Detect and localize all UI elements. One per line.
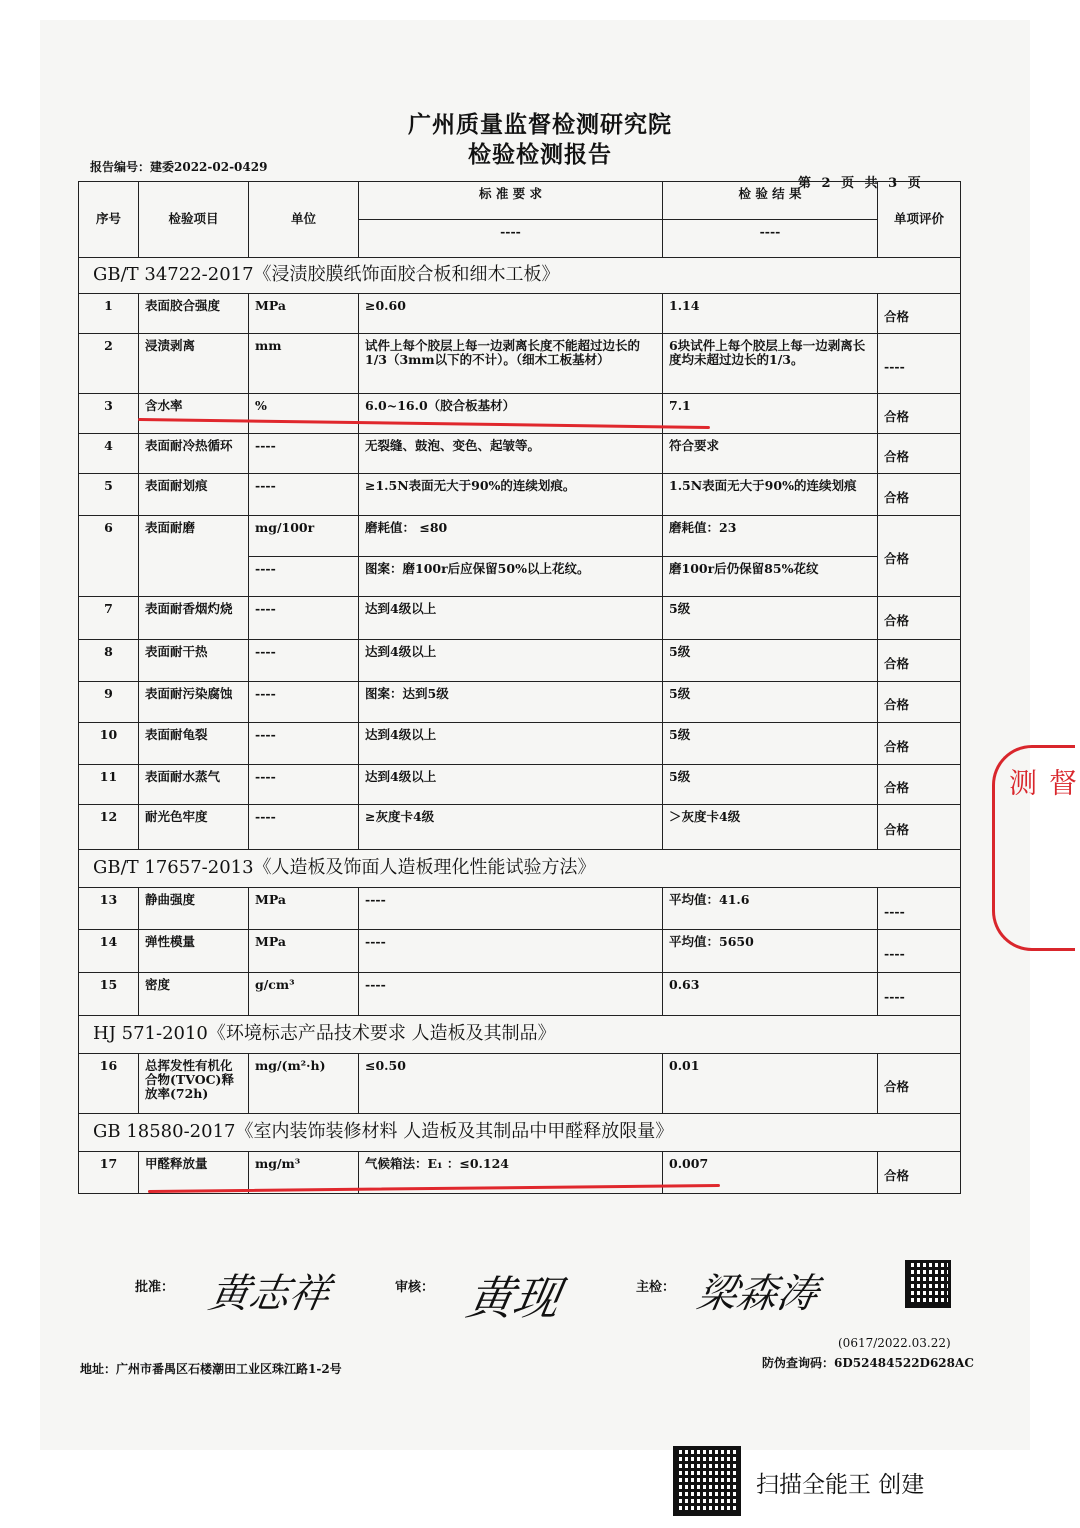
result: ＞灰度卡4级 xyxy=(663,804,878,849)
table-row xyxy=(79,722,961,764)
unit: MPa xyxy=(249,929,359,972)
requirement: 试件上每个胶层上每一边剥离长度不能超过边长的1/3（3mm以下的不计）。（细木工板基材） xyxy=(359,333,663,393)
test-item: 表面耐污染腐蚀 xyxy=(139,681,249,722)
test-item: 浸渍剥离 xyxy=(139,333,249,393)
test-item: 甲醛释放量 xyxy=(139,1151,249,1193)
scanner-qr-icon xyxy=(673,1446,741,1516)
anti-fake-code: 防伪查询码：6D52484522D628AC xyxy=(762,1356,974,1370)
result: 7.1 xyxy=(663,393,878,433)
col-eval: 单项评价 xyxy=(878,182,961,258)
row-number: 15 xyxy=(79,972,139,1015)
unit: ---- xyxy=(249,681,359,722)
col-req-sub: ---- xyxy=(359,220,663,258)
row-number: 10 xyxy=(79,722,139,764)
unit: ---- xyxy=(249,722,359,764)
table-row xyxy=(79,929,961,972)
test-item: 总挥发性有机化合物(TVOC)释放率(72h) xyxy=(139,1053,249,1113)
table-row xyxy=(79,764,961,804)
main-inspector-label: 主检： xyxy=(636,1280,676,1295)
evaluation: 合格 xyxy=(878,515,961,596)
result: 1.14 xyxy=(663,293,878,333)
requirement: 图案：达到5级 xyxy=(359,681,663,722)
qr-code-icon xyxy=(905,1260,951,1308)
result: 1.5N表面无大于90%的连续划痕 xyxy=(663,473,878,515)
requirement: 无裂缝、鼓泡、变色、起皱等。 xyxy=(359,433,663,473)
evaluation: ---- xyxy=(878,972,961,1015)
requirement: 磨耗值： ≤80 xyxy=(359,515,663,556)
evaluation: 合格 xyxy=(878,1053,961,1113)
evaluation: 合格 xyxy=(878,804,961,849)
unit: ---- xyxy=(249,596,359,639)
row-number: 5 xyxy=(79,473,139,515)
result: 5级 xyxy=(663,722,878,764)
test-item: 表面胶合强度 xyxy=(139,293,249,333)
report-number: 报告编号：建委2022-02-0429 xyxy=(90,160,268,174)
section-row xyxy=(79,258,961,294)
col-req: 标 准 要 求 xyxy=(359,182,663,220)
row-number: 7 xyxy=(79,596,139,639)
unit: ---- xyxy=(249,433,359,473)
test-item: 表面耐龟裂 xyxy=(139,722,249,764)
test-item: 密度 xyxy=(139,972,249,1015)
unit: MPa xyxy=(249,293,359,333)
row-number: 12 xyxy=(79,804,139,849)
evaluation: 合格 xyxy=(878,681,961,722)
col-result-sub: ---- xyxy=(663,220,878,258)
row-number: 2 xyxy=(79,333,139,393)
result: 5级 xyxy=(663,681,878,722)
row-number: 9 xyxy=(79,681,139,722)
col-result: 检 验 结 果 xyxy=(663,182,878,220)
requirement: 气候箱法：E₁ ：≤0.124 xyxy=(359,1151,663,1193)
section-title: HJ 571-2010《环境标志产品技术要求 人造板及其制品》 xyxy=(79,1015,961,1053)
table-row xyxy=(79,804,961,849)
section-title: GB 18580-2017《室内装饰装修材料 人造板及其制品中甲醛释放限量》 xyxy=(79,1113,961,1151)
row-number: 1 xyxy=(79,293,139,333)
section-row xyxy=(79,1015,961,1053)
table-row xyxy=(79,681,961,722)
section-row xyxy=(79,1113,961,1151)
unit: ---- xyxy=(249,764,359,804)
row-number: 3 xyxy=(79,393,139,433)
test-item: 弹性模量 xyxy=(139,929,249,972)
requirement: ≤0.50 xyxy=(359,1053,663,1113)
evaluation: ---- xyxy=(878,333,961,393)
result: 符合要求 xyxy=(663,433,878,473)
section-title: GB/T 17657-2013《人造板及饰面人造板理化性能试验方法》 xyxy=(79,849,961,887)
row-number: 4 xyxy=(79,433,139,473)
unit: ---- xyxy=(249,639,359,681)
row-number: 14 xyxy=(79,929,139,972)
unit: % xyxy=(249,393,359,433)
evaluation: 合格 xyxy=(878,393,961,433)
table-row xyxy=(79,515,961,556)
table-row xyxy=(79,596,961,639)
evaluation: 合格 xyxy=(878,293,961,333)
evaluation: 合格 xyxy=(878,764,961,804)
evaluation: 合格 xyxy=(878,1151,961,1193)
test-results-table xyxy=(78,181,961,1194)
result: 5级 xyxy=(663,596,878,639)
table-row xyxy=(79,972,961,1015)
test-item: 耐光色牢度 xyxy=(139,804,249,849)
unit: MPa xyxy=(249,887,359,929)
evaluation: 合格 xyxy=(878,596,961,639)
requirement: 图案：磨100r后应保留50%以上花纹。 xyxy=(359,556,663,596)
col-no: 序号 xyxy=(79,182,139,258)
evaluation: ---- xyxy=(878,887,961,929)
evaluation: 合格 xyxy=(878,639,961,681)
requirement: ---- xyxy=(359,887,663,929)
row-number: 6 xyxy=(79,515,139,596)
scanner-watermark: 扫描全能王 创建 xyxy=(756,1472,925,1498)
review-label: 审核： xyxy=(395,1280,435,1295)
unit: mg/m³ xyxy=(249,1151,359,1193)
unit: ---- xyxy=(249,473,359,515)
test-item: 表面耐划痕 xyxy=(139,473,249,515)
row-number: 17 xyxy=(79,1151,139,1193)
address: 地址：广州市番禺区石楼潮田工业区珠江路1-2号 xyxy=(80,1362,342,1376)
table-row xyxy=(79,393,961,433)
test-item: 表面耐香烟灼烧 xyxy=(139,596,249,639)
table-row xyxy=(79,887,961,929)
requirement: 达到4级以上 xyxy=(359,764,663,804)
table-row xyxy=(79,333,961,393)
section-title: GB/T 34722-2017《浸渍胶膜纸饰面胶合板和细木工板》 xyxy=(79,258,961,294)
evaluation: 合格 xyxy=(878,722,961,764)
requirement: ≥1.5N表面无大于90%的连续划痕。 xyxy=(359,473,663,515)
doc-code: (0617/2022.03.22) xyxy=(838,1336,951,1350)
org-name: 广州质量监督检测研究院 xyxy=(408,111,672,138)
test-item: 静曲强度 xyxy=(139,887,249,929)
test-item: 表面耐冷热循环 xyxy=(139,433,249,473)
main-inspector-signature: 梁森涛 xyxy=(693,1271,822,1317)
red-stamp: 督 测 xyxy=(992,745,1075,951)
col-item: 检验项目 xyxy=(139,182,249,258)
row-number: 11 xyxy=(79,764,139,804)
row-number: 16 xyxy=(79,1053,139,1113)
report-title: 检验检测报告 xyxy=(468,141,612,168)
unit: mg/(m²·h) xyxy=(249,1053,359,1113)
requirement: 6.0~16.0（胶合板基材） xyxy=(359,393,663,433)
result: 0.01 xyxy=(663,1053,878,1113)
table-row xyxy=(79,293,961,333)
result: 0.007 xyxy=(663,1151,878,1193)
row-number: 13 xyxy=(79,887,139,929)
result: 磨耗值：23 xyxy=(663,515,878,556)
result: 平均值：5650 xyxy=(663,929,878,972)
unit: mm xyxy=(249,333,359,393)
page-number: 第 2 页 共 3 页 xyxy=(798,176,921,191)
result: 6块试件上每个胶层上每一边剥离长度均未超过边长的1/3。 xyxy=(663,333,878,393)
row-number: 8 xyxy=(79,639,139,681)
result: 磨100r后仍保留85%花纹 xyxy=(663,556,878,596)
result: 平均值：41.6 xyxy=(663,887,878,929)
evaluation: 合格 xyxy=(878,433,961,473)
table-row xyxy=(79,433,961,473)
unit: g/cm³ xyxy=(249,972,359,1015)
approve-signature: 黄志祥 xyxy=(205,1271,334,1317)
requirement: 达到4级以上 xyxy=(359,639,663,681)
result: 5级 xyxy=(663,764,878,804)
requirement: ---- xyxy=(359,929,663,972)
test-item: 表面耐水蒸气 xyxy=(139,764,249,804)
requirement: ---- xyxy=(359,972,663,1015)
col-unit: 单位 xyxy=(249,182,359,258)
requirement: 达到4级以上 xyxy=(359,596,663,639)
unit: ---- xyxy=(249,556,359,596)
approve-label: 批准： xyxy=(135,1280,175,1295)
test-item: 表面耐磨 xyxy=(139,515,249,596)
requirement: 达到4级以上 xyxy=(359,722,663,764)
table-row xyxy=(79,473,961,515)
table-row xyxy=(79,1053,961,1113)
test-item: 含水率 xyxy=(139,393,249,433)
evaluation: ---- xyxy=(878,929,961,972)
unit: ---- xyxy=(249,804,359,849)
test-item: 表面耐干热 xyxy=(139,639,249,681)
evaluation: 合格 xyxy=(878,473,961,515)
table-row xyxy=(79,639,961,681)
review-signature: 黄现 xyxy=(462,1271,565,1325)
section-row xyxy=(79,849,961,887)
result: 0.63 xyxy=(663,972,878,1015)
requirement: ≥灰度卡4级 xyxy=(359,804,663,849)
result: 5级 xyxy=(663,639,878,681)
requirement: ≥0.60 xyxy=(359,293,663,333)
unit: mg/100r xyxy=(249,515,359,556)
